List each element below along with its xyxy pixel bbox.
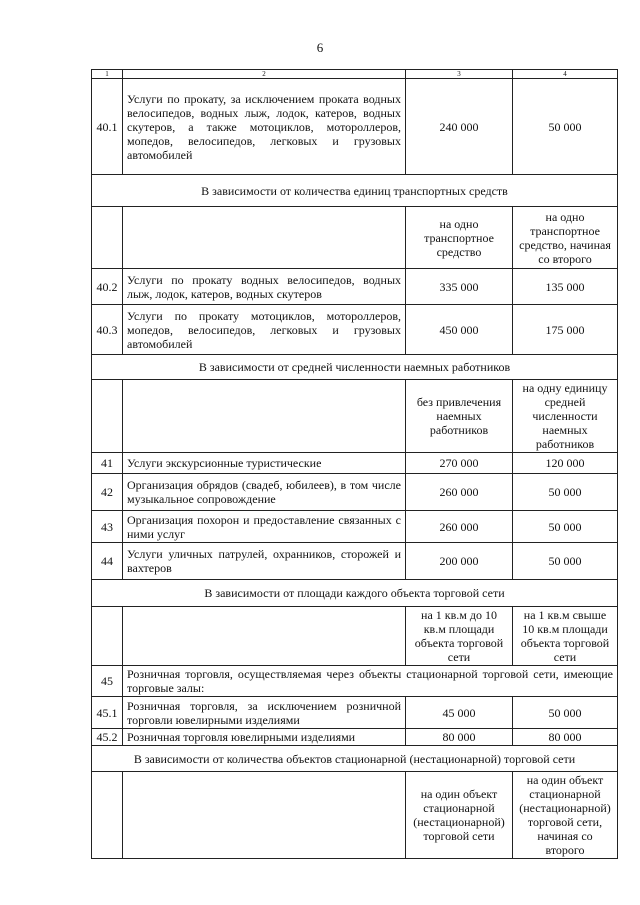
- row-description: Услуги экскурсионные туристические: [123, 453, 406, 474]
- table-row: [92, 305, 618, 355]
- column-header: на один объект стационарной (нестационарной) торговой сети: [406, 772, 513, 859]
- rate-value: 135 000: [513, 269, 618, 305]
- column-header-row: [92, 380, 618, 453]
- row-description: Услуги по прокату водных велосипедов, водных лыж, лодок, катеров, водных скутеров: [123, 269, 406, 305]
- column-header: на один объект стационарной (нестационарной) торговой сети, начиная со второго: [513, 772, 618, 859]
- column-header: без привлечения наемных работников: [406, 380, 513, 453]
- row-description: Розничная торговля, за исключением розничной торговли ювелирными изделиями: [123, 697, 406, 729]
- table-row: [92, 697, 618, 729]
- table-row: [92, 729, 618, 746]
- row-description: Розничная торговля ювелирными изделиями: [123, 729, 406, 746]
- row-number: 45.2: [92, 729, 123, 746]
- rate-value: 200 000: [406, 543, 513, 580]
- row-description: Услуги уличных патрулей, охранников, сторожей и вахтеров: [123, 543, 406, 580]
- section-heading: В зависимости от площади каждого объекта торговой сети: [92, 580, 618, 607]
- column-number: 3: [406, 70, 513, 79]
- section-row: [92, 175, 618, 207]
- tax-rates-table: [91, 69, 618, 859]
- row-description: Организация обрядов (свадеб, юбилеев), в том числе музыкальное сопровождение: [123, 474, 406, 511]
- row-number: 45.1: [92, 697, 123, 729]
- rate-value: 175 000: [513, 305, 618, 355]
- row-number: 42: [92, 474, 123, 511]
- rate-value: 50 000: [513, 474, 618, 511]
- row-number: 41: [92, 453, 123, 474]
- column-numbers-row: [92, 70, 618, 79]
- table-row: [92, 474, 618, 511]
- rate-value: 80 000: [406, 729, 513, 746]
- rate-value: 50 000: [513, 79, 618, 175]
- column-number: 4: [513, 70, 618, 79]
- column-header: на одно транспортное средство: [406, 207, 513, 269]
- section-heading: В зависимости от количества единиц транспортных средств: [92, 175, 618, 207]
- row-number: 40.2: [92, 269, 123, 305]
- column-number: 2: [123, 70, 406, 79]
- row-description: Услуги по прокату, за исключением проката водных велосипедов, водных лыж, лодок, катеров, водных скутеров, а также мотоциклов, мотороллеров, мопедов, велосипедов, легковых и грузовых автомобилей: [123, 79, 406, 175]
- section-heading: В зависимости от средней численности наемных работников: [92, 355, 618, 380]
- rate-value: 450 000: [406, 305, 513, 355]
- row-description: Услуги по прокату мотоциклов, мотороллеров, мопедов, велосипедов, легковых и грузовых автомобилей: [123, 305, 406, 355]
- column-header-row: [92, 207, 618, 269]
- page-number: 6: [316, 40, 324, 55]
- table-row: [92, 269, 618, 305]
- table-row: [92, 453, 618, 474]
- rate-value: 80 000: [513, 729, 618, 746]
- column-header: на одну единицу средней численности наемных работников: [513, 380, 618, 453]
- row-number: 43: [92, 511, 123, 543]
- rate-value: 270 000: [406, 453, 513, 474]
- column-header-row: [92, 607, 618, 666]
- column-header: на 1 кв.м до 10 кв.м площади объекта торговой сети: [406, 607, 513, 666]
- table-row: [92, 79, 618, 175]
- table-row: [92, 511, 618, 543]
- row-number: 40.1: [92, 79, 123, 175]
- rate-value: 45 000: [406, 697, 513, 729]
- rate-value: 240 000: [406, 79, 513, 175]
- table-row: [92, 543, 618, 580]
- column-number: 1: [92, 70, 123, 79]
- section-row: [92, 355, 618, 380]
- section-row: [92, 580, 618, 607]
- row-number: 40.3: [92, 305, 123, 355]
- rate-value: 50 000: [513, 543, 618, 580]
- section-heading: В зависимости от количества объектов стационарной (нестационарной) торговой сети: [92, 746, 618, 772]
- table-row: [92, 666, 618, 697]
- rate-value: 120 000: [513, 453, 618, 474]
- rate-value: 50 000: [513, 697, 618, 729]
- section-row: [92, 746, 618, 772]
- rate-value: 335 000: [406, 269, 513, 305]
- row-description: Организация похорон и предоставление связанных с ними услуг: [123, 511, 406, 543]
- rate-value: 50 000: [513, 511, 618, 543]
- column-header: на 1 кв.м свыше 10 кв.м площади объекта торговой сети: [513, 607, 618, 666]
- row-number: 44: [92, 543, 123, 580]
- row-description: Розничная торговля, осуществляемая через объекты стационарной торговой сети, имеющие торговые залы:: [123, 666, 618, 697]
- rate-value: 260 000: [406, 511, 513, 543]
- column-header: на одно транспортное средство, начиная со второго: [513, 207, 618, 269]
- column-header-row: [92, 772, 618, 859]
- row-number: 45: [92, 666, 123, 697]
- rate-value: 260 000: [406, 474, 513, 511]
